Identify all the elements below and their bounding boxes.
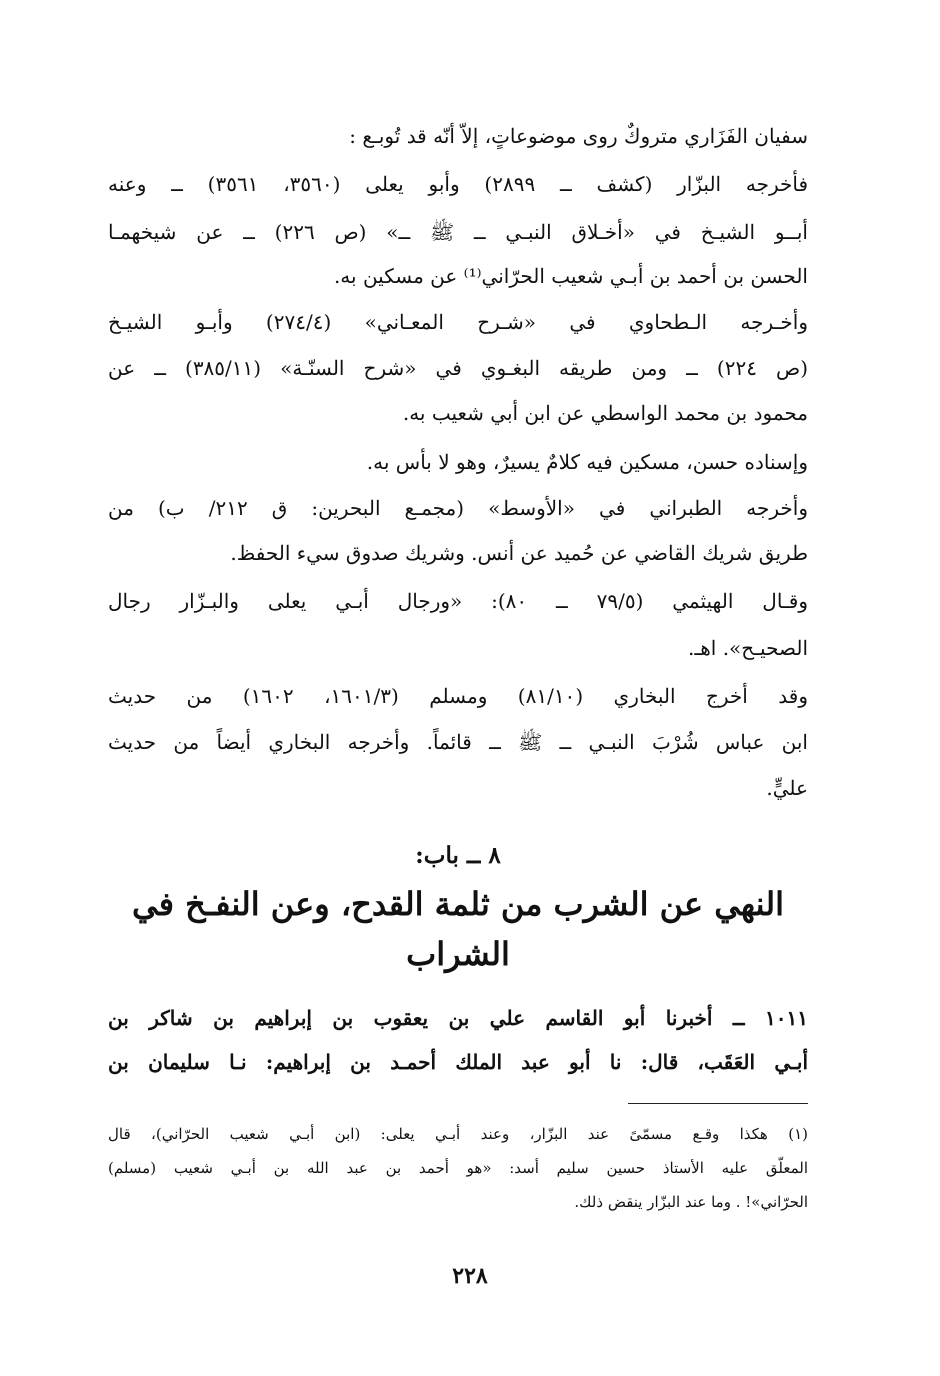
- text-line: وأخرجه الطبراني في «الأوسط» (مجمـع البحرين: ق ٢١٢/ ب) من: [108, 496, 808, 520]
- text-line: طريق شريك القاضي عن حُميد عن أنس. وشريك صدوق سيء الحفظ.: [230, 541, 808, 565]
- chapter-title: النهي عن الشرب من ثلمة القدح، وعن النفـخ في: [132, 885, 784, 923]
- text-line: فأخرجه البزّار (كشف ــ ٢٨٩٩) وأبو يعلى (٣٥٦٠، ٣٥٦١) ــ وعنه: [108, 172, 808, 196]
- text-line: وإسناده حسن، مسكين فيه كلامٌ يسيرٌ، وهو لا بأس به.: [366, 450, 808, 474]
- text-line: الحسن بن أحمد بن أبـي شعيب الحرّاني⁽¹⁾ عن مسكين به.: [333, 264, 808, 288]
- text-line: محمود بن محمد الواسطي عن ابن أبي شعيب به.: [402, 401, 808, 425]
- hadith-line: ١٠١١ ــ أخبرنا أبو القاسم علي بن يعقوب بن إبراهيم بن شاكر بن: [108, 1006, 808, 1030]
- text-line: وقد أخرج البخاري (٨١/١٠) ومسلم (١٦٠١/٣، ١٦٠٢) من حديث: [108, 684, 808, 708]
- text-line: أبــو الشيـخ في «أخـلاق النبـي ــ ﷺ ــ» (ص ٢٢٦) ــ عن شيخهمـا: [108, 220, 808, 244]
- text-line: الصحيـح». اهـ.: [688, 636, 808, 660]
- footnote-line: (١) هكذا وقـع مسمّىً عند البزّار، وعند أبـي يعلى: (ابن أبـي شعيب الحرّاني)، قال: [108, 1125, 808, 1143]
- chapter-number: ٨ ــ باب:: [415, 842, 501, 869]
- footnote-separator: [628, 1103, 808, 1104]
- footnote-line: الحرّاني»! . وما عند البزّار ينقض ذلك.: [574, 1193, 808, 1211]
- hadith-line: أبـي العَقَب، قال: نا أبو عبد الملك أحمـد بن إبراهيم: نـا سليمان بن: [108, 1050, 808, 1074]
- footnote-line: المعلّق عليه الأستاذ حسين سليم أسد: «هو أحمد بن عبد الله بن أبـي شعيب (مسلم): [108, 1159, 808, 1177]
- text-line: وقـال الهيثمي (٧٩/٥ ــ ٨٠): «ورجال أبـي يعلى والبـزّار رجال: [108, 589, 808, 613]
- text-line: سفيان الفَزَاري متروكٌ روى موضوعاتٍ، إلاّ أنّه قد تُوبـع :: [349, 124, 808, 148]
- text-line: عليٍّ.: [766, 776, 808, 800]
- text-line: وأخـرجه الـطحاوي في «شـرح المعـاني» (٢٧٤/٤) وأبـو الشيـخ: [108, 310, 808, 334]
- text-line: (ص ٢٢٤) ــ ومن طريقه البغـوي في «شرح السنّـة» (٣٨٥/١١) ــ عن: [108, 356, 808, 380]
- page-number: ٢٢٨: [452, 1263, 488, 1289]
- text-line: ابن عباس شُرْبَ النبـي ــ ﷺ ــ قائماً. وأخرجه البخاري أيضاً من حديث: [108, 730, 808, 754]
- chapter-title-continued: الشراب: [406, 935, 510, 973]
